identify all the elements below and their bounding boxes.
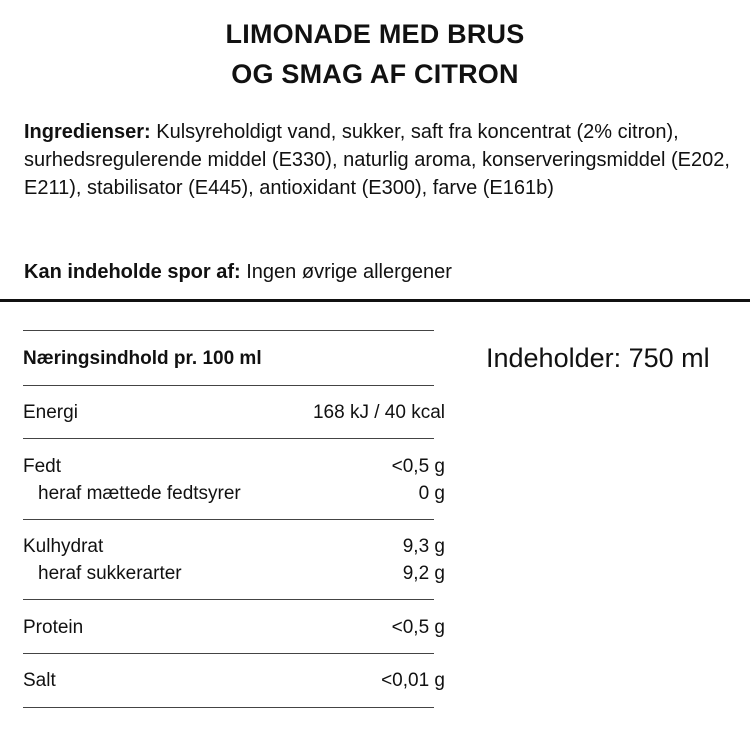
ingredients-text: Kulsyreholdigt vand, sukker, saft fra koncentrat (2% citron), surhedsregulerende middel (E330), naturlig aroma, konserveringsmiddel (E202, E211), stabilisator (E445), antioxidant (E300), farve (E161b): [24, 121, 730, 199]
nutrition-row-label: heraf sukkerarter: [38, 563, 182, 584]
table-rule: [23, 599, 434, 600]
nutrition-row-value: 9,3 g: [402, 536, 445, 557]
nutrition-row-value: 9,2 g: [402, 563, 445, 584]
product-title: [0, 14, 750, 94]
allergens-text: Ingen øvrige allergener: [240, 261, 452, 283]
section-divider: [0, 299, 750, 302]
nutrition-row-value: <0,01 g: [381, 670, 445, 691]
nutrition-row-value: 0 g: [418, 483, 445, 504]
nutrition-row-label: Energi: [23, 402, 78, 423]
allergens-paragraph: [24, 258, 732, 286]
table-rule: [23, 330, 434, 331]
nutrition-row-label: heraf mættede fedtsyrer: [38, 483, 241, 504]
nutrition-row-value: <0,5 g: [391, 456, 445, 477]
nutrition-row-label: Kulhydrat: [23, 536, 104, 557]
nutrition-row-value: 168 kJ / 40 kcal: [312, 402, 445, 423]
table-rule: [23, 653, 434, 654]
product-title-line-2: OG SMAG AF CITRON: [231, 59, 519, 89]
table-rule: [23, 707, 434, 708]
ingredients-label: Ingredienser:: [24, 121, 151, 143]
product-title-line-1: LIMONADE MED BRUS: [225, 19, 525, 49]
nutrition-row-label: Fedt: [23, 456, 62, 477]
nutrition-heading: Næringsindhold pr. 100 ml: [23, 348, 262, 369]
table-rule: [23, 519, 434, 520]
table-rule: [23, 385, 434, 386]
nutrition-row-label: Protein: [23, 617, 84, 638]
table-rule: [23, 438, 434, 439]
ingredients-paragraph: [24, 118, 732, 202]
nutrition-row-label: Salt: [23, 670, 56, 691]
net-contents: Indeholder: 750 ml: [486, 343, 710, 373]
nutrition-row-value: <0,5 g: [391, 617, 445, 638]
allergens-label: Kan indeholde spor af:: [24, 261, 241, 283]
